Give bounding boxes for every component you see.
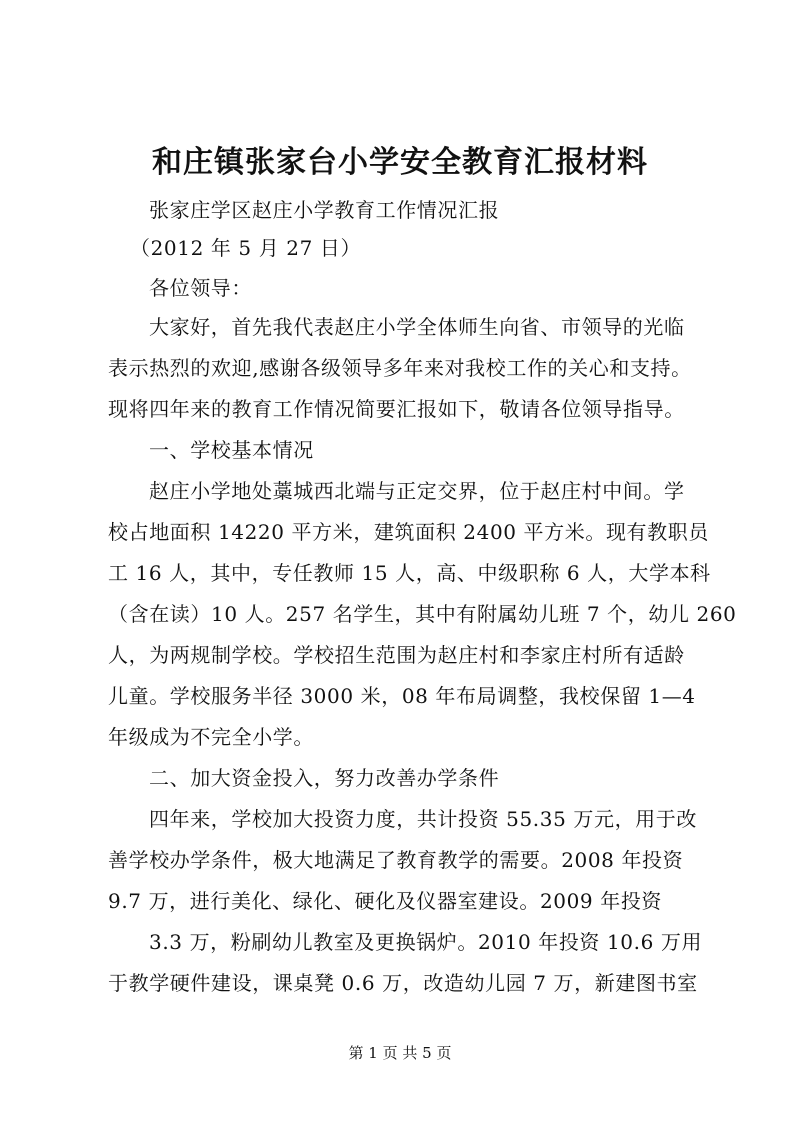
paragraph-line: （含在读）10 人。257 名学生，其中有附属幼儿班 7 个，幼儿 260 (108, 602, 737, 626)
subtitle-line: 张家庄学区赵庄小学教育工作情况汇报 (149, 198, 500, 222)
paragraph-line: 9.7 万，进行美化、绿化、硬化及仪器室建设。2009 年投资 (108, 889, 663, 913)
section-heading: 一、学校基本情况 (149, 438, 314, 462)
paragraph-line: 现将四年来的教育工作情况简要汇报如下，敬请各位领导指导。 (108, 397, 685, 421)
paragraph-line: 儿童。学校服务半径 3000 米，08 年布局调整，我校保留 1—4 (108, 684, 696, 708)
paragraph-line: 年级成为不完全小学。 (108, 725, 314, 749)
paragraph-line: 四年来，学校加大投资力度，共计投资 55.35 万元，用于改 (149, 807, 697, 831)
paragraph-line: 3.3 万，粉刷幼儿教室及更换锅炉。2010 年投资 10.6 万用 (149, 930, 703, 954)
date-line: （2012 年 5 月 27 日） (130, 236, 362, 260)
paragraph-line: 善学校办学条件，极大地满足了教育教学的需要。2008 年投资 (108, 848, 684, 872)
paragraph-line: 工 16 人，其中，专任教师 15 人，高、中级职称 6 人，大学本科 (108, 561, 711, 585)
section-heading: 二、加大资金投入，努力改善办学条件 (149, 766, 500, 790)
paragraph-line: 于教学硬件建设，课桌凳 0.6 万，改造幼儿园 7 万，新建图书室 (108, 971, 698, 995)
salutation-line: 各位领导： (149, 276, 252, 300)
paragraph-line: 大家好，首先我代表赵庄小学全体师生向省、市领导的光临 (149, 315, 685, 339)
page-number: 第 1 页 共 5 页 (348, 1044, 452, 1062)
paragraph-line: 表示热烈的欢迎,感谢各级领导多年来对我校工作的关心和支持。 (108, 356, 692, 380)
paragraph-line: 校占地面积 14220 平方米，建筑面积 2400 平方米。现有教职员 (108, 520, 709, 544)
paragraph-line: 赵庄小学地处藁城西北端与正定交界，位于赵庄村中间。学 (149, 479, 685, 503)
document-title: 和庄镇张家台小学安全教育汇报材料 (152, 145, 648, 180)
paragraph-line: 人，为两规制学校。学校招生范围为赵庄村和李家庄村所有适龄 (108, 643, 685, 667)
